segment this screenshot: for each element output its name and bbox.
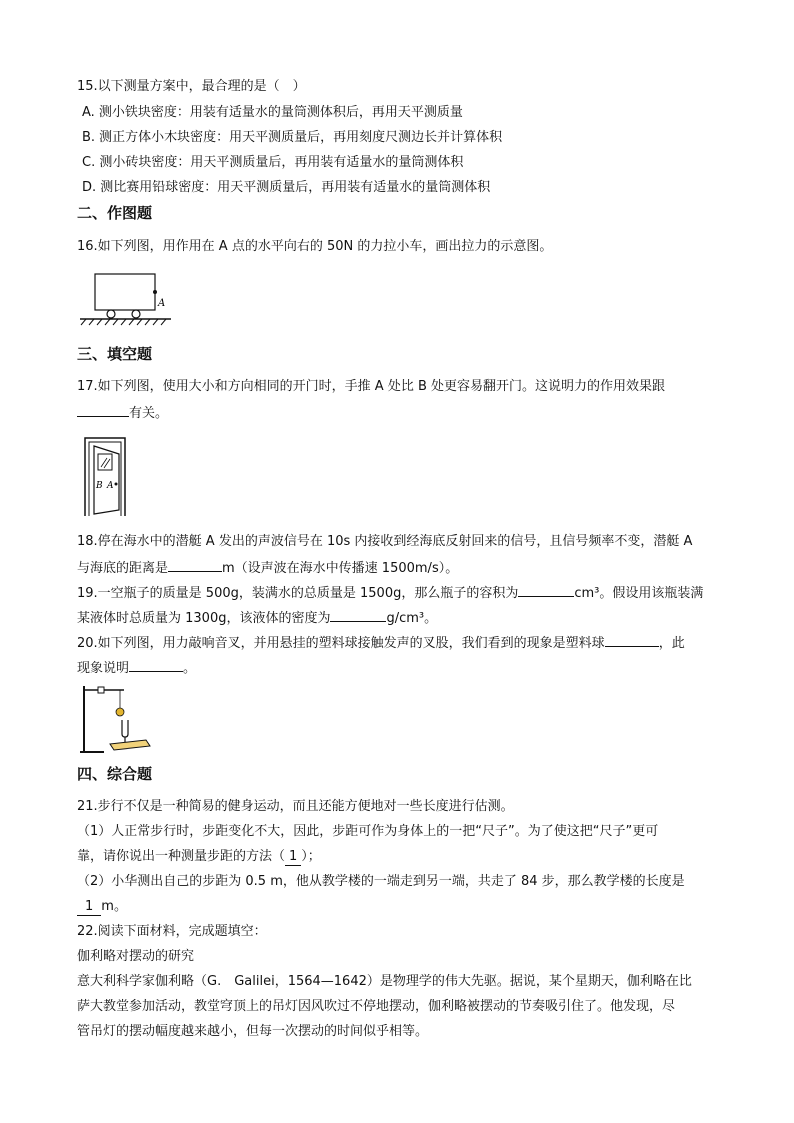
q17-blank[interactable] bbox=[77, 402, 129, 417]
ground-hatch bbox=[81, 319, 166, 325]
q22-paragraph-line2: 萨大教堂参加活动，教堂穹顶上的吊灯因风吹过不停地摆动，伽利略被摆动的节奏吸引住了。他发现，尽 bbox=[77, 999, 676, 1014]
tuning-fork bbox=[122, 720, 128, 737]
resonance-box bbox=[110, 740, 150, 750]
q22-stem: 22.阅读下面材料，完成题填空： bbox=[77, 924, 267, 939]
section-title-comprehensive: 四、综合题 bbox=[77, 765, 153, 783]
q19-line2: 某液体时总质量为 1300g，该液体的密度为 g/cm³。 bbox=[77, 607, 437, 629]
q16-stem: 16.如下列图，用作用在 A 点的水平向右的 50N 的力拉小车，画出拉力的示意图。 bbox=[77, 239, 553, 254]
q21-part2-line2: 1 m。 bbox=[77, 897, 127, 917]
cart-diagram bbox=[78, 268, 174, 326]
point-a-label: A bbox=[158, 298, 166, 309]
q19-line1: 19.一空瓶子的质量是 500g，装满水的总质量是 1500g，那么瓶子的容积为 cm³。假设用该瓶装满 bbox=[77, 582, 703, 604]
q17-line2: 有关。 bbox=[77, 402, 168, 424]
section-title-drawing: 二、作图题 bbox=[77, 204, 153, 222]
q21-part2-line1: （2）小华测出自己的步距为 0.5 m，他从教学楼的一端走到另一端，共走了 84 步，那么教学楼的长度是 bbox=[77, 874, 685, 889]
q18-line1: 18.停在海水中的潜艇 A 发出的声波信号在 10s 内接收到经海底反射回来的信号，且信号频率不变，潜艇 A bbox=[77, 534, 693, 549]
q20-line2: 现象说明 。 bbox=[77, 657, 196, 679]
q19-blank-1[interactable] bbox=[518, 582, 574, 597]
q20-line1: 20.如下列图，用力敲响音叉，并用悬挂的塑料球接触发声的叉股，我们看到的现象是塑料球 ，此 bbox=[77, 632, 685, 654]
plastic-ball bbox=[116, 708, 124, 716]
q19-blank-2[interactable] bbox=[330, 607, 386, 622]
q18-blank[interactable] bbox=[168, 557, 222, 572]
cart-wheel-right bbox=[132, 310, 140, 318]
q20-blank-1[interactable] bbox=[605, 632, 659, 647]
q15-option-d: D. 测比赛用铅球密度：用天平测质量后，再用装有适量水的量筒测体积 bbox=[82, 180, 491, 195]
q21-answer-2[interactable]: 1 bbox=[77, 899, 101, 916]
q21-stem: 21.步行不仅是一种简易的健身运动，而且还能方便地对一些长度进行估测。 bbox=[77, 799, 514, 814]
label-b: B bbox=[96, 481, 103, 491]
q22-paragraph-line1: 意大利科学家伽利略（G. Galilei，1564—1642）是物理学的伟大先驱。据说，某个星期天，伽利略在比 bbox=[77, 974, 692, 989]
q20-blank-2[interactable] bbox=[129, 657, 183, 672]
q15-option-b: B. 测正方体小木块密度：用天平测质量后，再用刻度尺测边长并计算体积 bbox=[82, 130, 503, 145]
q18-line2: 与海底的距离是 m（设声波在海水中传播速 1500m/s）。 bbox=[77, 557, 458, 579]
label-a: A bbox=[107, 481, 114, 491]
point-a-dot bbox=[153, 290, 157, 294]
q21-answer-1[interactable]: 1 bbox=[285, 849, 301, 866]
door-window bbox=[98, 454, 112, 470]
q21-part1-line2: 靠，请你说出一种测量步距的方法（ 1 ）； bbox=[77, 849, 321, 864]
q22-article-title: 伽利略对摆动的研究 bbox=[77, 949, 195, 964]
q21-part1-line1: （1）人正常步行时，步距变化不大，因此，步距可作为身体上的一把“尺子”。为了使这把“尺子”更可 bbox=[77, 824, 659, 839]
q15-option-a: A. 测小铁块密度：用装有适量水的量筒测体积后，再用天平测质量 bbox=[82, 105, 463, 120]
section-title-fill: 三、填空题 bbox=[77, 345, 153, 363]
door-handle bbox=[115, 483, 118, 486]
q22-paragraph-line3: 管吊灯的摆动幅度越来越小，但每一次摆动的时间似乎相等。 bbox=[77, 1024, 429, 1039]
tuning-fork-diagram bbox=[78, 682, 156, 756]
q15-stem: 15.以下测量方案中，最合理的是（ ） bbox=[77, 79, 306, 94]
cart-wheel-left bbox=[107, 310, 115, 318]
q15-option-c: C. 测小砖块密度：用天平测质量后，再用装有适量水的量筒测体积 bbox=[82, 155, 464, 170]
q17-line1: 17.如下列图，使用大小和方向相同的开门时，手推 A 处比 B 处更容易翻开门。这说明力的作用效果跟 bbox=[77, 379, 666, 394]
cart-body bbox=[95, 274, 155, 310]
door-diagram bbox=[80, 434, 130, 518]
